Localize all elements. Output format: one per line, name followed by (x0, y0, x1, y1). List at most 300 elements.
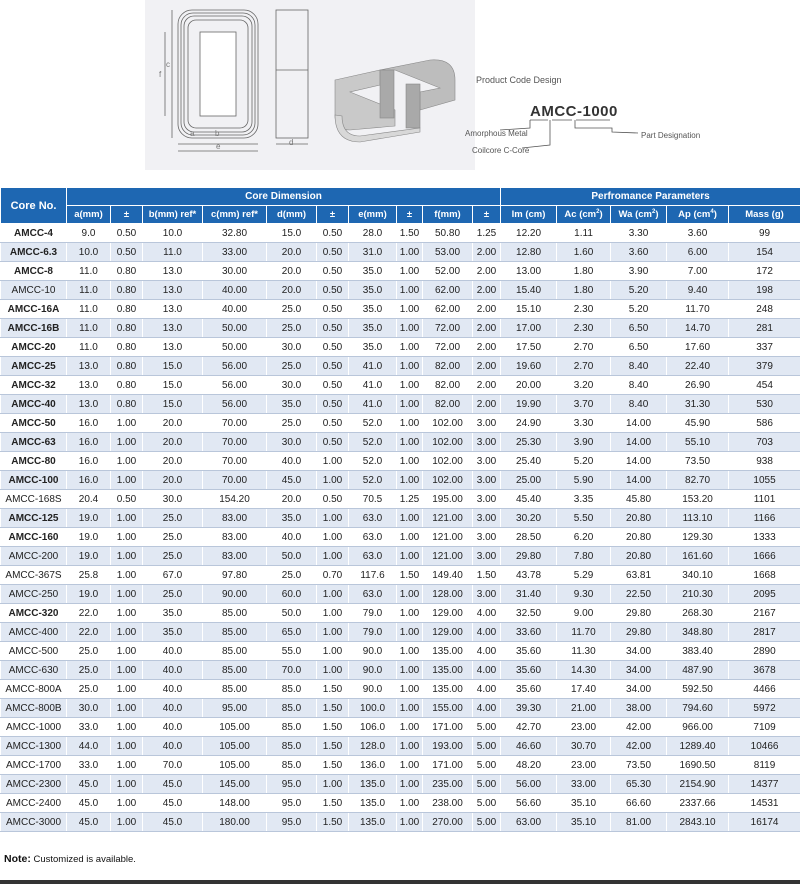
table-cell: 7.80 (557, 547, 611, 566)
table-cell: 11.0 (67, 319, 111, 338)
table-cell: 40.00 (203, 300, 267, 319)
table-cell: 85.0 (267, 680, 317, 699)
table-cell: 0.80 (111, 319, 143, 338)
table-cell: 70.00 (203, 452, 267, 471)
table-cell: 21.00 (557, 699, 611, 718)
table-cell: 35.0 (349, 262, 397, 281)
dim-label-d: d (289, 138, 294, 147)
table-cell: 2.00 (473, 300, 501, 319)
table-cell: 2843.10 (667, 813, 729, 832)
table-cell: 30.0 (267, 376, 317, 395)
column-header: ± (111, 206, 143, 224)
table-row (1, 642, 800, 661)
table-cell: 3.20 (557, 376, 611, 395)
table-cell: 148.00 (203, 794, 267, 813)
table-cell: 4466 (729, 680, 800, 699)
table-cell: 1.00 (111, 528, 143, 547)
table-cell: 102.00 (423, 414, 473, 433)
table-cell: 1.00 (397, 604, 423, 623)
table-cell: 1.00 (111, 813, 143, 832)
table-cell: 113.10 (667, 509, 729, 528)
table-cell: 149.40 (423, 566, 473, 585)
table-cell: 14531 (729, 794, 800, 813)
table-cell: 121.00 (423, 547, 473, 566)
column-header: Mass (g) (729, 206, 800, 224)
dim-label-c: c (166, 60, 170, 69)
table-cell: 45.0 (67, 813, 111, 832)
table-cell: 1.00 (397, 756, 423, 775)
product-code: AMCC-1000 (530, 103, 618, 120)
c-core-drawing (0, 0, 800, 184)
table-cell: 55.10 (667, 433, 729, 452)
table-cell: 15.0 (143, 376, 203, 395)
table-cell: 17.60 (667, 338, 729, 357)
table-cell: 1166 (729, 509, 800, 528)
table-cell: 39.30 (501, 699, 557, 718)
table-cell: 171.00 (423, 756, 473, 775)
table-cell: 45.0 (143, 775, 203, 794)
table-cell: 52.0 (349, 414, 397, 433)
table-cell: 30.0 (67, 699, 111, 718)
table-cell: 1.00 (397, 585, 423, 604)
table-cell: 1.25 (473, 224, 501, 243)
table-cell: 30.00 (203, 262, 267, 281)
table-cell: 2817 (729, 623, 800, 642)
table-cell: 11.0 (67, 300, 111, 319)
table-cell: 106.0 (349, 718, 397, 737)
table-cell: 0.50 (317, 490, 349, 509)
table-cell: 70.00 (203, 471, 267, 490)
table-cell: 1.00 (397, 680, 423, 699)
core-name-cell: AMCC-16A (1, 300, 67, 319)
table-cell: 33.0 (67, 718, 111, 737)
table-cell: 11.30 (557, 642, 611, 661)
table-cell: 7.00 (667, 262, 729, 281)
table-cell: 22.40 (667, 357, 729, 376)
core-name-cell: AMCC-3000 (1, 813, 67, 832)
table-cell: 1.00 (397, 547, 423, 566)
table-cell: 11.0 (67, 281, 111, 300)
column-header: ± (473, 206, 501, 224)
note (4, 853, 136, 865)
table-cell: 5.20 (611, 281, 667, 300)
table-cell: 0.80 (111, 357, 143, 376)
table-cell: 9.30 (557, 585, 611, 604)
table-cell: 70.00 (203, 433, 267, 452)
column-header: Ap $(cm^4)$ (667, 206, 729, 224)
table-cell: 48.20 (501, 756, 557, 775)
table-cell: 1055 (729, 471, 800, 490)
table-cell: 70.0 (143, 756, 203, 775)
table-cell: 45.0 (143, 813, 203, 832)
table-cell: 25.0 (267, 566, 317, 585)
table-cell: 3.60 (667, 224, 729, 243)
table-cell: 171.00 (423, 718, 473, 737)
table-row (1, 604, 800, 623)
table-cell: 1.00 (111, 452, 143, 471)
core-name-cell: AMCC-800B (1, 699, 67, 718)
table-cell: 11.0 (67, 262, 111, 281)
table-cell: 14377 (729, 775, 800, 794)
table-cell: 11.70 (557, 623, 611, 642)
table-cell: 1289.40 (667, 737, 729, 756)
table-row (1, 376, 800, 395)
table-cell: 135.0 (349, 775, 397, 794)
table-cell: 1.00 (397, 509, 423, 528)
core-name-cell: AMCC-10 (1, 281, 67, 300)
table-cell: 2.00 (473, 262, 501, 281)
table-cell: 155.00 (423, 699, 473, 718)
table-cell: 454 (729, 376, 800, 395)
table-cell: 145.00 (203, 775, 267, 794)
table-cell: 8.40 (611, 376, 667, 395)
table-cell: 153.20 (667, 490, 729, 509)
table-cell: 35.0 (143, 623, 203, 642)
table-cell: 1.00 (111, 623, 143, 642)
table-cell: 90.0 (349, 661, 397, 680)
table-cell: 73.50 (611, 756, 667, 775)
table-cell: 52.0 (349, 471, 397, 490)
table-cell: 0.50 (317, 224, 349, 243)
table-cell: 8119 (729, 756, 800, 775)
table-row (1, 262, 800, 281)
table-cell: 1.00 (397, 338, 423, 357)
table-cell: 82.70 (667, 471, 729, 490)
table-cell: 2.30 (557, 300, 611, 319)
table-cell: 40.0 (143, 718, 203, 737)
table-cell: 25.30 (501, 433, 557, 452)
table-cell: 281 (729, 319, 800, 338)
table-cell: 1.00 (397, 452, 423, 471)
table-cell: 1.00 (111, 471, 143, 490)
table-cell: 3.00 (473, 509, 501, 528)
table-cell: 1.00 (317, 604, 349, 623)
table-cell: 2337.66 (667, 794, 729, 813)
table-cell: 135.00 (423, 680, 473, 699)
table-cell: 592.50 (667, 680, 729, 699)
table-cell: 1.00 (111, 756, 143, 775)
table-cell: 35.60 (501, 642, 557, 661)
table-cell: 2.70 (557, 338, 611, 357)
table-cell: 136.0 (349, 756, 397, 775)
table-cell: 16.0 (67, 452, 111, 471)
table-row (1, 433, 800, 452)
table-cell: 2154.90 (667, 775, 729, 794)
table-cell: 2.00 (473, 395, 501, 414)
table-cell: 135.0 (349, 813, 397, 832)
table-cell: 3.00 (473, 585, 501, 604)
table-cell: 31.30 (667, 395, 729, 414)
table-cell: 1.00 (397, 281, 423, 300)
table-cell: 45.90 (667, 414, 729, 433)
table-cell: 42.00 (611, 718, 667, 737)
table-cell: 1.50 (317, 680, 349, 699)
table-cell: 383.40 (667, 642, 729, 661)
table-cell: 22.0 (67, 623, 111, 642)
table-cell: 1.00 (397, 395, 423, 414)
table-cell: 95.0 (267, 794, 317, 813)
table-cell: 19.90 (501, 395, 557, 414)
table-cell: 1.80 (557, 281, 611, 300)
table-cell: 0.80 (111, 338, 143, 357)
table-cell: 45.0 (143, 794, 203, 813)
table-row (1, 566, 800, 585)
table-cell: 56.00 (203, 395, 267, 414)
table-cell: 117.6 (349, 566, 397, 585)
core-name-cell: AMCC-168S (1, 490, 67, 509)
table-cell: 66.60 (611, 794, 667, 813)
table-cell: 40.0 (267, 528, 317, 547)
code-label-part: Part Designation (641, 131, 701, 140)
table-cell: 85.00 (203, 680, 267, 699)
table-cell: 1101 (729, 490, 800, 509)
table-cell: 13.0 (143, 262, 203, 281)
table-cell: 95.0 (267, 775, 317, 794)
table-cell: 3.00 (473, 433, 501, 452)
table-cell: 43.78 (501, 566, 557, 585)
table-cell: 11.70 (667, 300, 729, 319)
table-cell: 0.50 (317, 281, 349, 300)
table-cell: 70.0 (267, 661, 317, 680)
table-cell: 13.0 (143, 281, 203, 300)
table-cell: 1.00 (397, 642, 423, 661)
core-no-header: Core No. (1, 188, 67, 224)
table-row (1, 718, 800, 737)
table-cell: 3.30 (557, 414, 611, 433)
table-cell: 63.0 (349, 528, 397, 547)
table-cell: 14.00 (611, 414, 667, 433)
table-cell: 14.70 (667, 319, 729, 338)
table-row (1, 490, 800, 509)
table-cell: 19.0 (67, 528, 111, 547)
table-cell: 50.0 (267, 604, 317, 623)
table-cell: 19.0 (67, 585, 111, 604)
table-cell: 30.70 (557, 737, 611, 756)
core-name-cell: AMCC-500 (1, 642, 67, 661)
table-cell: 0.50 (317, 357, 349, 376)
core-name-cell: AMCC-32 (1, 376, 67, 395)
table-cell: 16.0 (67, 471, 111, 490)
table-cell: 5.00 (473, 718, 501, 737)
table-cell: 32.80 (203, 224, 267, 243)
table-cell: 1.00 (317, 509, 349, 528)
table-cell: 29.80 (611, 604, 667, 623)
core-name-cell: AMCC-160 (1, 528, 67, 547)
table-cell: 5.20 (557, 452, 611, 471)
table-row (1, 224, 800, 243)
table-cell: 135.00 (423, 661, 473, 680)
table-cell: 35.60 (501, 661, 557, 680)
table-cell: 3.00 (473, 528, 501, 547)
table-cell: 63.0 (349, 509, 397, 528)
table-row (1, 547, 800, 566)
table-cell: 1.00 (111, 566, 143, 585)
table-cell: 238.00 (423, 794, 473, 813)
table-cell: 62.00 (423, 300, 473, 319)
table-row (1, 737, 800, 756)
table-cell: 1668 (729, 566, 800, 585)
spec-table (0, 187, 800, 832)
table-cell: 13.0 (67, 395, 111, 414)
table-row (1, 414, 800, 433)
table-cell: 12.20 (501, 224, 557, 243)
table-cell: 0.50 (111, 224, 143, 243)
table-cell: 0.70 (317, 566, 349, 585)
table-cell: 1666 (729, 547, 800, 566)
table-cell: 29.80 (611, 623, 667, 642)
table-cell: 195.00 (423, 490, 473, 509)
table-cell: 1.50 (317, 737, 349, 756)
table-cell: 20.0 (143, 433, 203, 452)
table-cell: 52.0 (349, 433, 397, 452)
table-cell: 1.00 (317, 471, 349, 490)
table-cell: 55.0 (267, 642, 317, 661)
table-cell: 5.90 (557, 471, 611, 490)
table-cell: 248 (729, 300, 800, 319)
table-cell: 20.0 (267, 490, 317, 509)
table-cell: 20.0 (267, 243, 317, 262)
table-cell: 9.0 (67, 224, 111, 243)
table-cell: 40.0 (267, 452, 317, 471)
table-cell: 2.70 (557, 357, 611, 376)
dim-label-f: f (159, 70, 162, 79)
table-cell: 41.0 (349, 395, 397, 414)
column-header: ± (397, 206, 423, 224)
table-cell: 1.00 (317, 661, 349, 680)
table-cell: 129.30 (667, 528, 729, 547)
table-cell: 79.0 (349, 623, 397, 642)
table-cell: 530 (729, 395, 800, 414)
table-cell: 5.20 (611, 300, 667, 319)
code-label-core: Coilcore C-Core (472, 146, 530, 155)
table-row (1, 623, 800, 642)
table-cell: 40.0 (143, 737, 203, 756)
core-name-cell: AMCC-20 (1, 338, 67, 357)
table-row (1, 300, 800, 319)
table-cell: 3.90 (611, 262, 667, 281)
table-row (1, 281, 800, 300)
table-cell: 19.0 (67, 547, 111, 566)
core-name-cell: AMCC-16B (1, 319, 67, 338)
table-cell: 41.0 (349, 357, 397, 376)
table-cell: 121.00 (423, 528, 473, 547)
table-cell: 4.00 (473, 642, 501, 661)
table-row (1, 661, 800, 680)
core-name-cell: AMCC-400 (1, 623, 67, 642)
table-cell: 0.80 (111, 376, 143, 395)
core-name-cell: AMCC-6.3 (1, 243, 67, 262)
table-row (1, 813, 800, 832)
table-cell: 90.0 (349, 642, 397, 661)
table-cell: 20.00 (501, 376, 557, 395)
table-cell: 14.00 (611, 471, 667, 490)
table-cell: 1.50 (317, 813, 349, 832)
table-cell: 35.0 (349, 338, 397, 357)
table-cell: 2.00 (473, 357, 501, 376)
table-cell: 135.00 (423, 642, 473, 661)
table-cell: 20.0 (143, 452, 203, 471)
table-cell: 210.30 (667, 585, 729, 604)
table-cell: 102.00 (423, 433, 473, 452)
table-cell: 6.50 (611, 338, 667, 357)
table-cell: 1.00 (397, 300, 423, 319)
table-cell: 20.80 (611, 547, 667, 566)
table-cell: 33.0 (67, 756, 111, 775)
table-cell: 40.0 (143, 642, 203, 661)
table-cell: 0.80 (111, 300, 143, 319)
table-cell: 340.10 (667, 566, 729, 585)
table-cell: 25.0 (267, 357, 317, 376)
column-header: c(mm) ref* (203, 206, 267, 224)
table-cell: 6.50 (611, 319, 667, 338)
table-cell: 56.00 (501, 775, 557, 794)
table-cell: 70.5 (349, 490, 397, 509)
table-cell: 5.00 (473, 737, 501, 756)
table-cell: 79.0 (349, 604, 397, 623)
table-cell: 1.00 (317, 775, 349, 794)
table-cell: 35.0 (349, 281, 397, 300)
table-row (1, 585, 800, 604)
table-cell: 1.00 (397, 357, 423, 376)
table-cell: 19.60 (501, 357, 557, 376)
table-cell: 33.00 (203, 243, 267, 262)
table-cell: 5.00 (473, 756, 501, 775)
table-cell: 20.4 (67, 490, 111, 509)
table-cell: 16.0 (67, 414, 111, 433)
table-cell: 7109 (729, 718, 800, 737)
table-cell: 65.30 (611, 775, 667, 794)
table-cell: 95.0 (267, 813, 317, 832)
column-header: a(mm) (67, 206, 111, 224)
table-cell: 15.40 (501, 281, 557, 300)
table-cell: 38.00 (611, 699, 667, 718)
core-name-cell: AMCC-367S (1, 566, 67, 585)
table-cell: 2.00 (473, 243, 501, 262)
table-cell: 1.00 (111, 718, 143, 737)
table-cell: 121.00 (423, 509, 473, 528)
table-cell: 0.50 (317, 414, 349, 433)
table-cell: 1.00 (111, 585, 143, 604)
table-row (1, 680, 800, 699)
table-cell: 30.0 (267, 433, 317, 452)
table-row (1, 794, 800, 813)
table-cell: 4.00 (473, 680, 501, 699)
table-cell: 161.60 (667, 547, 729, 566)
core-name-cell: AMCC-100 (1, 471, 67, 490)
table-cell: 1.50 (397, 566, 423, 585)
table-cell: 15.0 (143, 395, 203, 414)
table-cell: 379 (729, 357, 800, 376)
table-cell: 3.00 (473, 471, 501, 490)
table-cell: 12.80 (501, 243, 557, 262)
table-cell: 128.0 (349, 737, 397, 756)
table-cell: 56.00 (203, 357, 267, 376)
table-cell: 25.0 (267, 319, 317, 338)
table-cell: 22.50 (611, 585, 667, 604)
table-cell: 83.00 (203, 528, 267, 547)
table-cell: 35.0 (267, 395, 317, 414)
table-cell: 60.0 (267, 585, 317, 604)
table-cell: 10.0 (143, 224, 203, 243)
table-cell: 22.0 (67, 604, 111, 623)
dim-label-a: a (190, 129, 195, 138)
table-cell: 1.50 (473, 566, 501, 585)
table-cell: 3.90 (557, 433, 611, 452)
table-cell: 17.00 (501, 319, 557, 338)
table-cell: 5972 (729, 699, 800, 718)
table-cell: 13.0 (143, 319, 203, 338)
table-cell: 3.00 (473, 547, 501, 566)
